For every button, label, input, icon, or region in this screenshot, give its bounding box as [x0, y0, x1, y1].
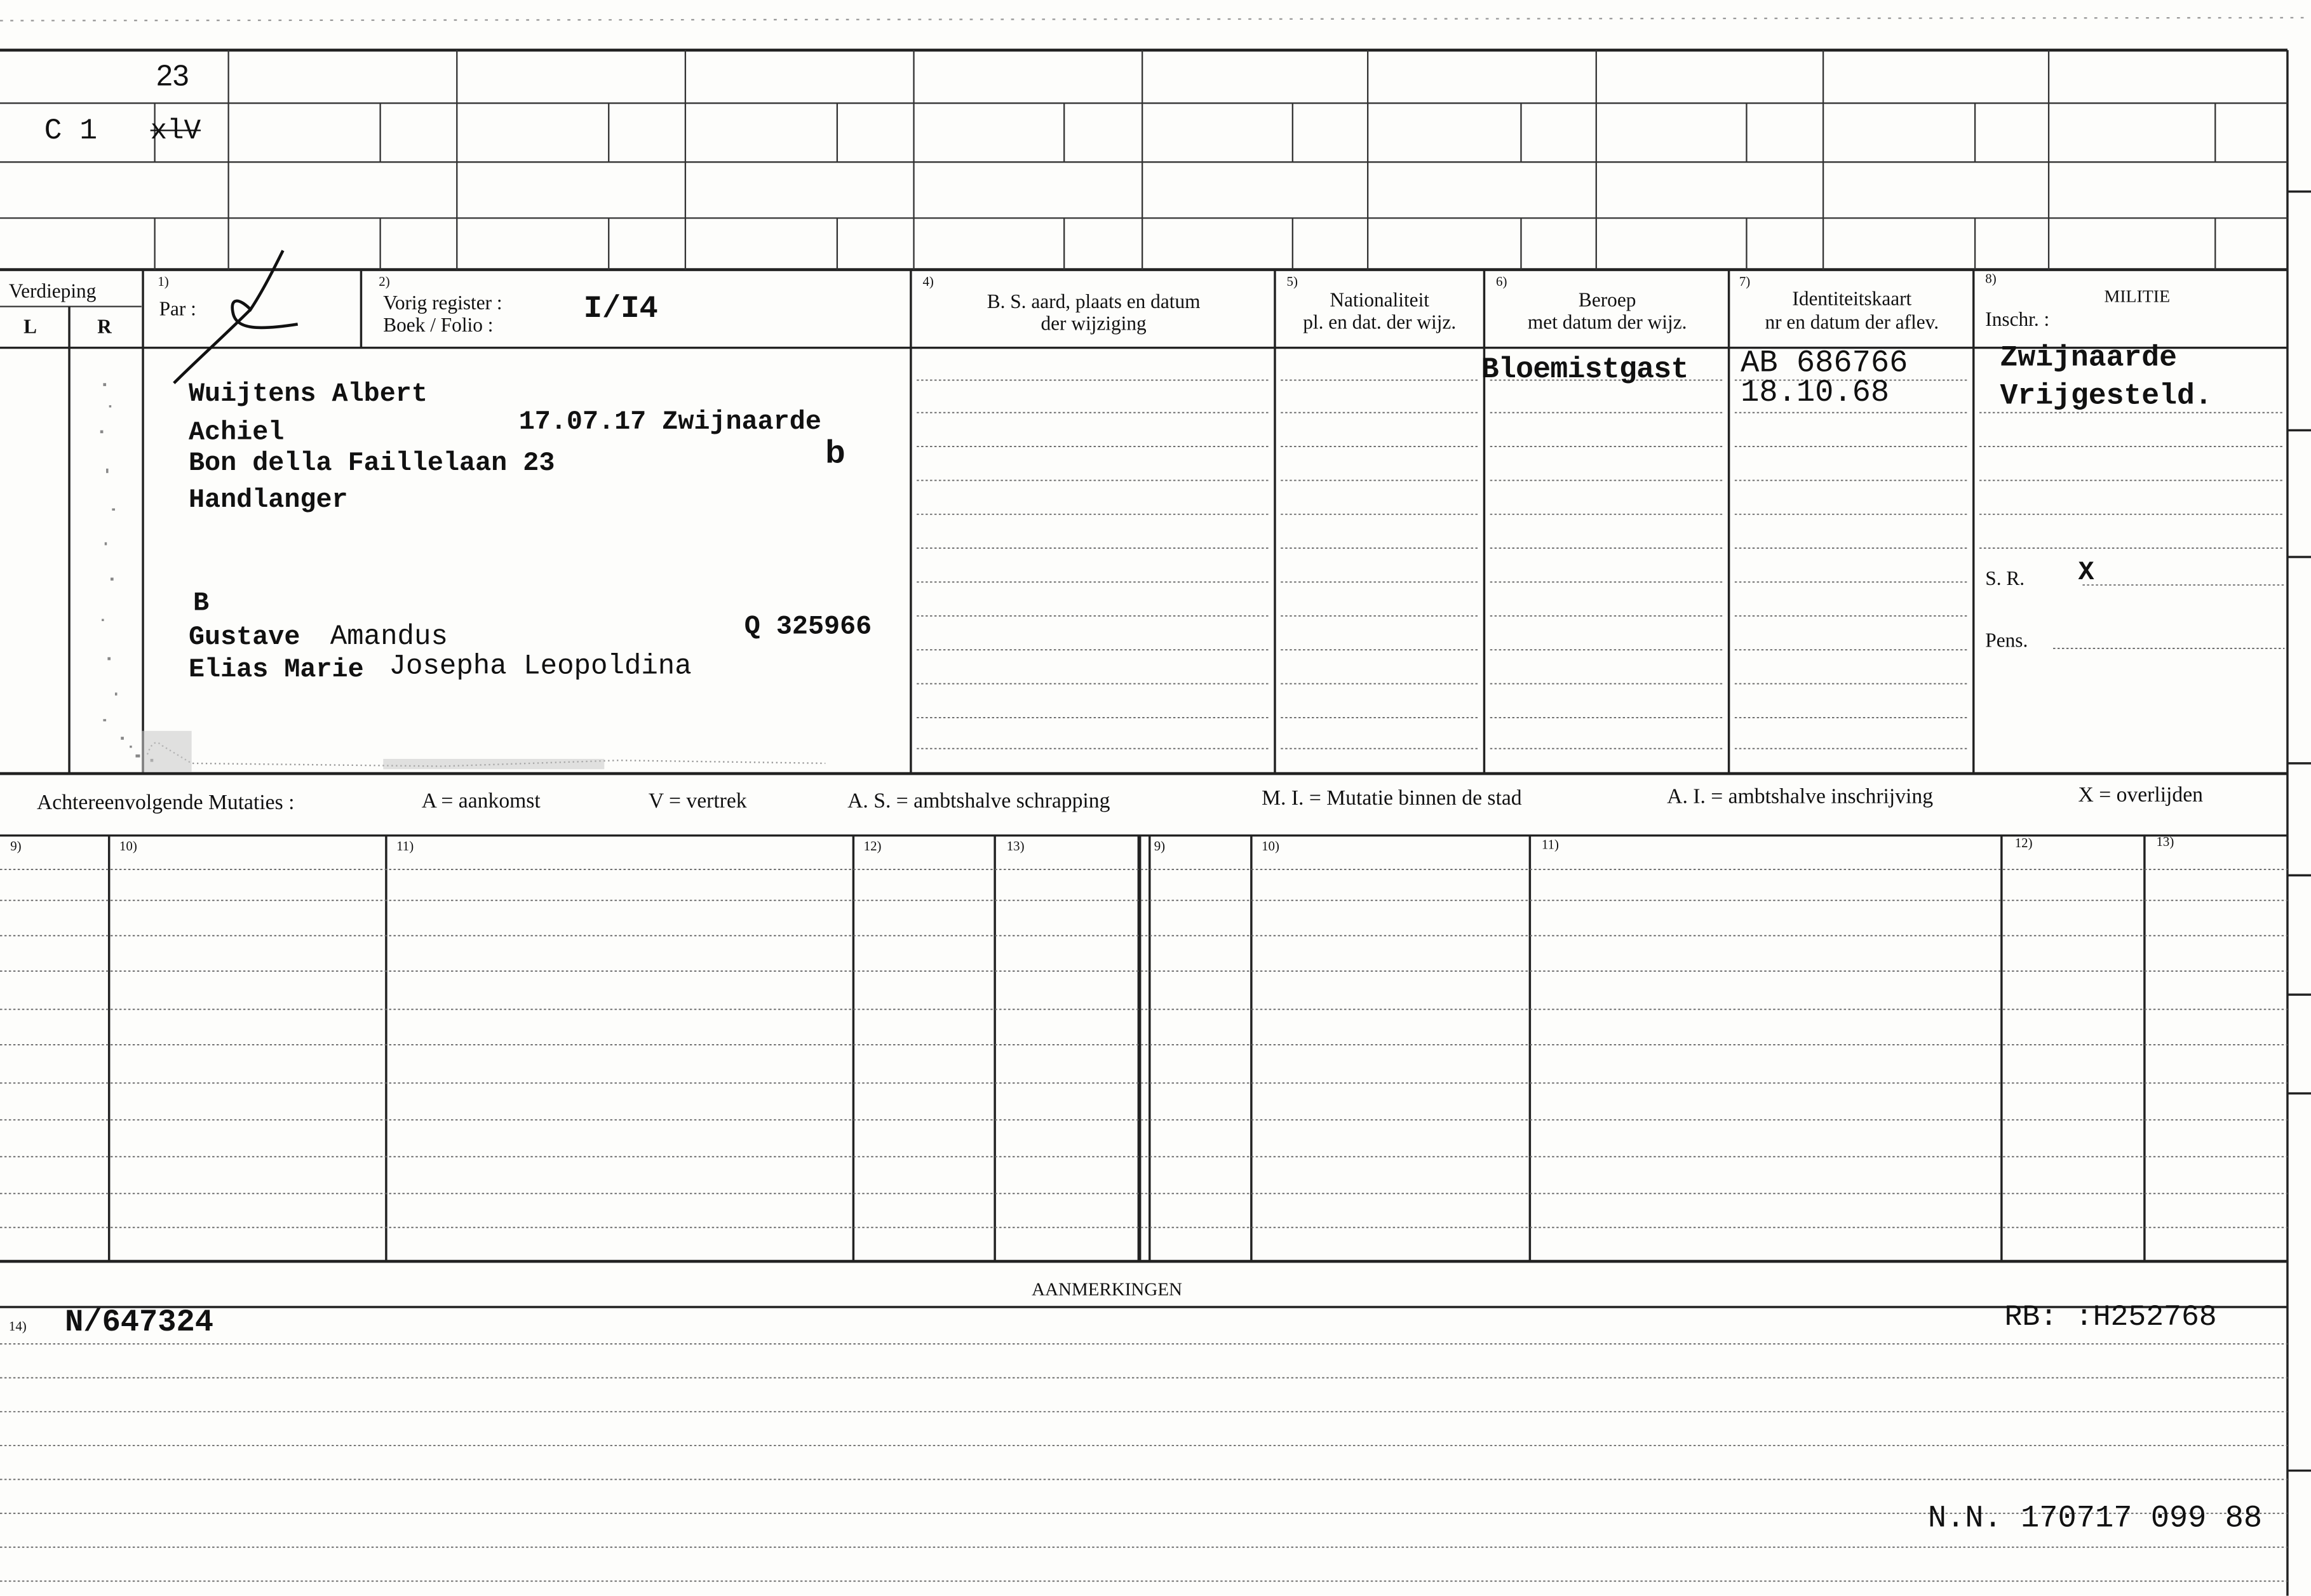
- top-row2-strike: xlV: [150, 114, 201, 148]
- mut-right-col13: 13): [2156, 834, 2174, 849]
- bs-header-line1: B. S. aard, plaats en datum: [987, 290, 1201, 312]
- sr-label: S. R.: [1985, 567, 2025, 590]
- verdieping-label: Verdieping: [8, 279, 97, 302]
- father-first-name: Gustave: [188, 623, 300, 653]
- mut-right-col11: 11): [1541, 836, 1560, 852]
- scan-noise: [100, 383, 154, 761]
- militie-header: MILITIE: [2104, 286, 2171, 307]
- birth-handwritten-mark: b: [825, 433, 846, 471]
- legend-aankomst: A = aankomst: [421, 789, 541, 814]
- nat-header-line2: pl. en dat. der wijz.: [1303, 311, 1457, 333]
- col8-number: 8): [1985, 271, 1997, 286]
- top-row1-value: 23: [156, 60, 189, 93]
- father-other-names: Amandus: [330, 620, 448, 653]
- mut-left-col9: 9): [10, 838, 22, 854]
- militie-status: Vrijgesteld.: [2000, 380, 2213, 414]
- inschr-label: Inschr. :: [1985, 307, 2050, 330]
- remarks-title: AANMERKINGEN: [1032, 1278, 1182, 1300]
- id-header-line1: Identiteitskaart: [1792, 287, 1912, 310]
- person-occupation: Handlanger: [188, 486, 348, 516]
- person-firstname2: Achiel: [188, 418, 285, 448]
- bs-header-line2: der wijziging: [1041, 312, 1147, 335]
- col1-number: 1): [158, 274, 169, 289]
- mut-left-col13: 13): [1006, 838, 1025, 854]
- floor-r-label: R: [97, 315, 112, 338]
- mut-left-col12: 12): [863, 838, 882, 854]
- col5-number: 5): [1286, 274, 1298, 289]
- legend-overlijden: X = overlijden: [2078, 784, 2203, 808]
- legend-vertrek: V = vertrek: [648, 789, 747, 814]
- person-surname: Wuijtens Albert: [188, 380, 428, 410]
- person-letter-b: B: [192, 589, 210, 619]
- mother-other-names: Josepha Leopoldina: [389, 650, 692, 683]
- person-birth: 17.07.17 Zwijnaarde: [518, 408, 821, 438]
- remarks-nn-number: N.N. 170717 099 88: [1927, 1503, 2263, 1537]
- beroep-value: Bloemistgast: [1481, 353, 1688, 388]
- legend-title: Achtereenvolgende Mutaties :: [37, 791, 295, 815]
- mut-left-col11: 11): [396, 838, 414, 854]
- col4-number: 4): [922, 274, 934, 289]
- top-row2-code: C 1: [44, 114, 98, 149]
- par-label: Par :: [159, 297, 196, 320]
- mut-left-col10: 10): [119, 838, 137, 854]
- nat-header-line1: Nationaliteit: [1330, 288, 1429, 311]
- id-date: 18.10.68: [1741, 377, 1890, 412]
- par-signature: [165, 248, 313, 389]
- legend-inschrijving: A. I. = ambtshalve inschrijving: [1667, 785, 1934, 809]
- mut-right-col9: 9): [1154, 838, 1166, 854]
- col6-number: 6): [1496, 274, 1507, 289]
- vorig-register-label: Vorig register :: [383, 292, 502, 314]
- remarks-number: 14): [8, 1318, 27, 1334]
- beroep-header-line2: met datum der wijz.: [1527, 311, 1687, 333]
- floor-l-label: L: [24, 315, 37, 338]
- col7-number: 7): [1739, 274, 1751, 289]
- id-header-line2: nr en datum der aflev.: [1765, 311, 1939, 333]
- sr-mark: X: [2078, 558, 2094, 588]
- legend-mutatie: M. I. = Mutatie binnen de stad: [1262, 786, 1522, 811]
- beroep-header-line1: Beroep: [1578, 288, 1636, 311]
- mother-first-name: Elias Marie: [188, 655, 364, 685]
- militie-place: Zwijnaarde: [2000, 342, 2178, 376]
- col2-number: 2): [379, 274, 390, 289]
- mut-right-col10: 10): [1262, 838, 1279, 854]
- legend-schrapping: A. S. = ambtshalve schrapping: [847, 789, 1110, 814]
- person-address: Bon della Faillelaan 23: [188, 449, 555, 479]
- father-reference: Q 325966: [744, 613, 872, 643]
- id-number: AB 686766: [1741, 347, 1908, 382]
- register-value: I/I4: [583, 293, 658, 328]
- pens-label: Pens.: [1985, 629, 2028, 652]
- boek-folio-label: Boek / Folio :: [383, 314, 494, 337]
- remarks-rb-number: RB: :H252768: [2004, 1301, 2217, 1336]
- remarks-national-number: N/647324: [65, 1307, 214, 1341]
- mut-right-col12: 12): [2014, 835, 2033, 850]
